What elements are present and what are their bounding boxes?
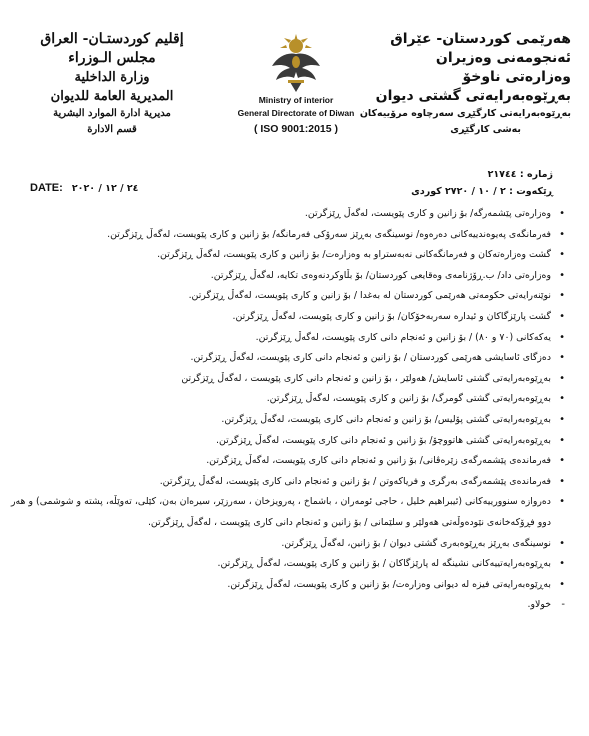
bullet-icon: • (559, 249, 565, 261)
date-value: ٢٤ / ١٢ / ٢٠٢٠ (71, 183, 139, 194)
arabic-line-3: وزارة الداخلية (74, 70, 150, 85)
bullet-icon: • (559, 331, 565, 343)
bullet-icon: • (559, 578, 565, 590)
bullet-icon: • (559, 228, 565, 240)
recipient-item (11, 534, 565, 555)
reference-date-label: ڕێکەوت : (509, 186, 553, 197)
arabic-line-2: مجلس الـوزراء (68, 50, 156, 66)
recipient-text: وەزارەتی داد/ ب.ڕۆژنامەی وەقایعی کوردستان/ بۆ بڵاوکردنەوەی تکایە، لەگەڵ ڕێزگرتن. (210, 269, 551, 281)
bullet-icon: • (559, 310, 565, 322)
recipient-item (11, 389, 565, 410)
arabic-line-4: المديرية العامة للديوان (50, 89, 174, 104)
recipient-text: بەڕێوەبەرایەتی گشتی ئاسایش/ هەولێر ، بۆ زانین و ئەنجام دانی کاری پێویست ، لەگەڵ ڕێزگرتن (181, 372, 551, 384)
recipient-item (11, 286, 565, 307)
bullet-icon: • (559, 393, 565, 405)
recipient-text: دەزگای ئاسایشی هەرێمی کوردستان / بۆ زانین و ئەنجام دانی کاری پێویست، لەگەڵ ڕێزگرتن. (190, 352, 551, 364)
letterhead-arabic (22, 30, 202, 138)
bullet-icon: • (559, 372, 565, 384)
recipient-text: نوێنەرایەتی حکومەتی هەرێمی کوردستان لە بەغدا / بۆ زانین و کاری پێویست، لەگەڵ ڕێزگرتن. (188, 290, 551, 302)
recipient-text: بەڕێوەبەرایەتی گشتی پۆلیس/ بۆ زانین و ئەنجام دانی کاری پێویست، لەگەڵ ڕێزگرتن. (221, 413, 551, 425)
recipient-item (11, 492, 565, 533)
arabic-line-1: إقليم كوردستـان- العراق (40, 31, 184, 47)
recipient-item (11, 575, 565, 596)
iso-certification: ( ISO 9001:2015 ) (253, 123, 339, 135)
bullet-icon: • (559, 496, 565, 508)
recipient-item (11, 245, 565, 266)
recipient-item (11, 369, 565, 390)
recipient-text: دەروازە سنوورییەکانی (ئیبراهیم خلیل ، حاجی ئومەران ، باشماخ ، پەرویزخان ، سەرزێر، سیرەان بەن، کێلی، تەوێڵە، پشتە و شوشمی) و هەر دوو فڕۆکەخانەی نێودەوڵەتی هەولێر و سلێمانی / بۆ زانین و ئەنجام دانی کاری پێویست ، لەگەڵ ڕێزگرتن. (11, 496, 551, 528)
bullet-icon: • (559, 269, 565, 281)
bullet-icon: • (559, 455, 565, 467)
directorate-name-en: General Directorate of Diwan (237, 108, 355, 118)
arabic-line-6: قسم الادارة (87, 124, 137, 135)
recipient-item (11, 225, 565, 246)
recipient-text: فەرماندەی پێشمەرگەی زێرەڤانی/ بۆ زانین و ئەنجام دانی کاری پێویست، لەگەڵ ڕێزگرتن. (206, 455, 551, 467)
recipient-text: گشت پارێزگاکان و ئیدارە سەربەخۆکان/ بۆ زانین و کاری پێویست، لەگەڵ ڕێزگرتن. (232, 310, 551, 322)
recipient-text: بەڕێوەبەرایەتییەکانی نشینگە لە پارێزگاکان / بۆ زانین و کاری پێویست، لەگەڵ ڕێزگرتن. (217, 558, 551, 570)
recipient-item (11, 472, 565, 493)
ministry-name-en: Ministry of interior (258, 95, 334, 105)
recipient-item (11, 554, 565, 575)
recipient-text: خولاو. (527, 599, 551, 611)
kurdistan-eagle-emblem-icon (268, 32, 324, 94)
recipient-list (11, 204, 565, 616)
recipient-text: فەرمانگەی پەیوەندییەکانی دەرەوە/ نوسینگەی بەڕێز سەرۆکی فەرمانگە/ بۆ زانین و کاری پێویست، لەگەڵ ڕێزگرتن. (107, 228, 551, 240)
letterhead (0, 24, 589, 164)
bullet-icon: - (561, 599, 565, 611)
recipient-item (11, 266, 565, 287)
recipient-text: یەکەکانی (٧٠ و ٨٠) / بۆ زانین و ئەنجام دانی کاری پێویست، لەگەڵ ڕێزگرتن. (255, 331, 551, 343)
kurdish-line-5: بەڕێوەبەرایەتی کارگێڕی سەرچاوە مرۆییەکان (359, 108, 571, 119)
reference-date-value: ٢ / ١٠ / ٢٧٢٠ کوردی (411, 186, 506, 197)
bullet-icon: • (559, 537, 565, 549)
recipient-text: بەڕێوەبەرایەتی گشتی گومرگ/ بۆ زانین و کاری پێویست، لەگەڵ ڕێزگرتن. (266, 393, 551, 405)
reference-date (411, 183, 553, 200)
bullet-icon: • (559, 434, 565, 446)
bullet-icon: • (559, 290, 565, 302)
letterhead-kurdish (356, 30, 571, 137)
arabic-line-5: مديرية ادارة الموارد البشرية (53, 108, 171, 119)
gregorian-date (30, 182, 138, 194)
recipient-text: نوسینگەی بەڕێز بەڕێوەبەری گشتی دیوان / بۆ زانین، لەگەڵ ڕێزگرتن. (281, 537, 551, 549)
bullet-icon: • (559, 413, 565, 425)
recipient-item (11, 451, 565, 472)
recipient-text: وەزارەتی پێشمەرگە/ بۆ زانین و کاری پێویست، لەگەڵ ڕێزگرتن. (304, 208, 551, 219)
recipient-text: بەڕێوەبەرایەتی گشتی هاتووچۆ/ بۆ زانین و ئەنجام دانی کاری پێویست، لەگەڵ ڕێزگرتن. (216, 434, 551, 446)
recipient-text: فەرماندەی پێشمەرگەی بەرگری و فریاکەوتن / بۆ زانین و ئەنجام دانی کاری پێویست، لەگەڵ ڕێزگرتن. (159, 475, 551, 487)
recipient-item (11, 595, 565, 616)
bullet-icon: • (559, 558, 565, 570)
reference-number (411, 166, 553, 183)
recipient-item (11, 348, 565, 369)
kurdish-line-2: ئەنجومەنی وەزیران (435, 50, 571, 66)
bullet-icon: • (559, 352, 565, 364)
reference-number-value: ٢١٧٤٤ (487, 169, 517, 180)
date-label: DATE: (30, 182, 63, 194)
recipient-item (11, 204, 565, 225)
recipient-item (11, 328, 565, 349)
recipient-text: بەڕێوەبەرایەتی فیزە لە دیوانی وەزارەت/ بۆ زانین و کاری پێویست، لەگەڵ ڕێزگرتن. (227, 578, 551, 590)
recipient-item (11, 307, 565, 328)
letterhead-center (226, 32, 366, 135)
kurdish-line-4: بەڕێوەبەرایەتی گشتی دیوان (375, 88, 571, 104)
recipient-text: گشت وەزارەتەکان و فەرمانگەکانی نەبەستراو بە وەزارەت/ بۆ زانین و کاری پێویست، لەگەڵ ڕێزگرتن. (157, 249, 551, 261)
kurdish-line-1: هەرێمی کوردستان- عێراق (390, 31, 571, 47)
reference-number-label: ژمارە : (519, 169, 553, 180)
bullet-icon: • (559, 208, 565, 219)
recipient-item (11, 431, 565, 452)
recipient-item (11, 410, 565, 431)
kurdish-line-6: بەشی کارگێڕی (450, 124, 521, 135)
bullet-icon: • (559, 475, 565, 487)
kurdish-line-3: وەزارەتی ناوخۆ (462, 69, 571, 85)
reference-block (411, 166, 553, 200)
